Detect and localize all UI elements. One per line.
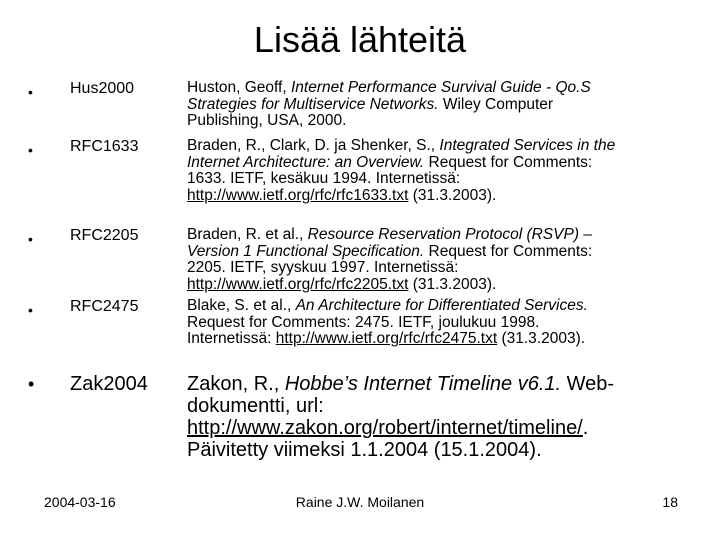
ref-authors: Blake, S. et al., (187, 297, 296, 314)
ref-details: Request for Comments: 2475. IETF, joulukuu 1998. Internetissä: (187, 313, 540, 347)
ref-link-zak2004[interactable]: http://www.zakon.org/robert/internet/timeline/ (187, 417, 583, 439)
ref-access-date: (31.3.2003). (408, 186, 497, 204)
ref-title: Internet Performance Survival Guide - Qo.S Strategies for Multiservice Networks. (187, 79, 591, 113)
ref-title: Resource Reservation Protocol (RSVP) – Version 1 Functional Specification. (187, 226, 592, 260)
ref-details: Wiley Computer Publishing, USA, 2000. (187, 95, 554, 129)
ref-key-rfc2205: RFC2205 (70, 227, 139, 244)
ref-authors: Zakon, R., (187, 373, 285, 395)
ref-key-rfc2475: RFC2475 (70, 298, 139, 315)
footer-date: 2004-03-16 (44, 494, 116, 510)
ref-authors: Braden, R. et al., (187, 226, 308, 243)
ref-key-hus2000: Hus2000 (70, 80, 135, 97)
ref-text-zak2004 (187, 373, 657, 461)
bullet-glyph: • (28, 302, 33, 318)
ref-text-rfc2475 (187, 298, 617, 348)
ref-access-date: (31.3.2003). (408, 275, 497, 293)
slide-title: Lisää lähteitä (253, 19, 467, 60)
bullet-glyph: • (28, 84, 33, 100)
ref-text-rfc2205 (187, 227, 617, 293)
bullet-glyph: • (28, 231, 33, 247)
ref-title: An Architecture for Differentiated Services. (295, 297, 588, 314)
ref-link-rfc1633[interactable]: http://www.ietf.org/rfc/rfc1633.txt (187, 186, 409, 204)
footer-page-number: 18 (662, 494, 678, 510)
footer-author: Raine J.W. Moilanen (295, 494, 425, 510)
ref-title: Hobbe’s Internet Timeline v6.1. (284, 373, 562, 395)
ref-details: Request for Comments: 2205. IETF, syyskuu 1997. Internetissä: (187, 242, 593, 276)
ref-access-date: (31.3.2003). (497, 330, 586, 347)
bullet-glyph: • (28, 142, 33, 158)
ref-update-date: . Päivitetty viimeksi 1.1.2004 (15.1.2004). (187, 417, 589, 461)
ref-authors: Braden, R., Clark, D. ja Shenker, S., (187, 137, 440, 154)
ref-text-rfc1633 (187, 138, 617, 204)
ref-title: Integrated Services in the Internet Architecture: an Overview. (187, 137, 616, 171)
bullet-glyph: • (28, 374, 35, 394)
ref-link-rfc2205[interactable]: http://www.ietf.org/rfc/rfc2205.txt (187, 275, 409, 293)
ref-link-rfc2475[interactable]: http://www.ietf.org/rfc/rfc2475.txt (275, 330, 498, 347)
ref-text-hus2000 (187, 80, 617, 130)
ref-details: Web-dokumentti, url: (187, 373, 615, 417)
ref-key-rfc1633: RFC1633 (70, 138, 139, 155)
ref-key-zak2004: Zak2004 (70, 373, 148, 395)
ref-authors: Huston, Geoff, (187, 79, 291, 96)
ref-details: Request for Comments: 1633. IETF, kesäkuu 1994. Internetissä: (187, 153, 593, 187)
